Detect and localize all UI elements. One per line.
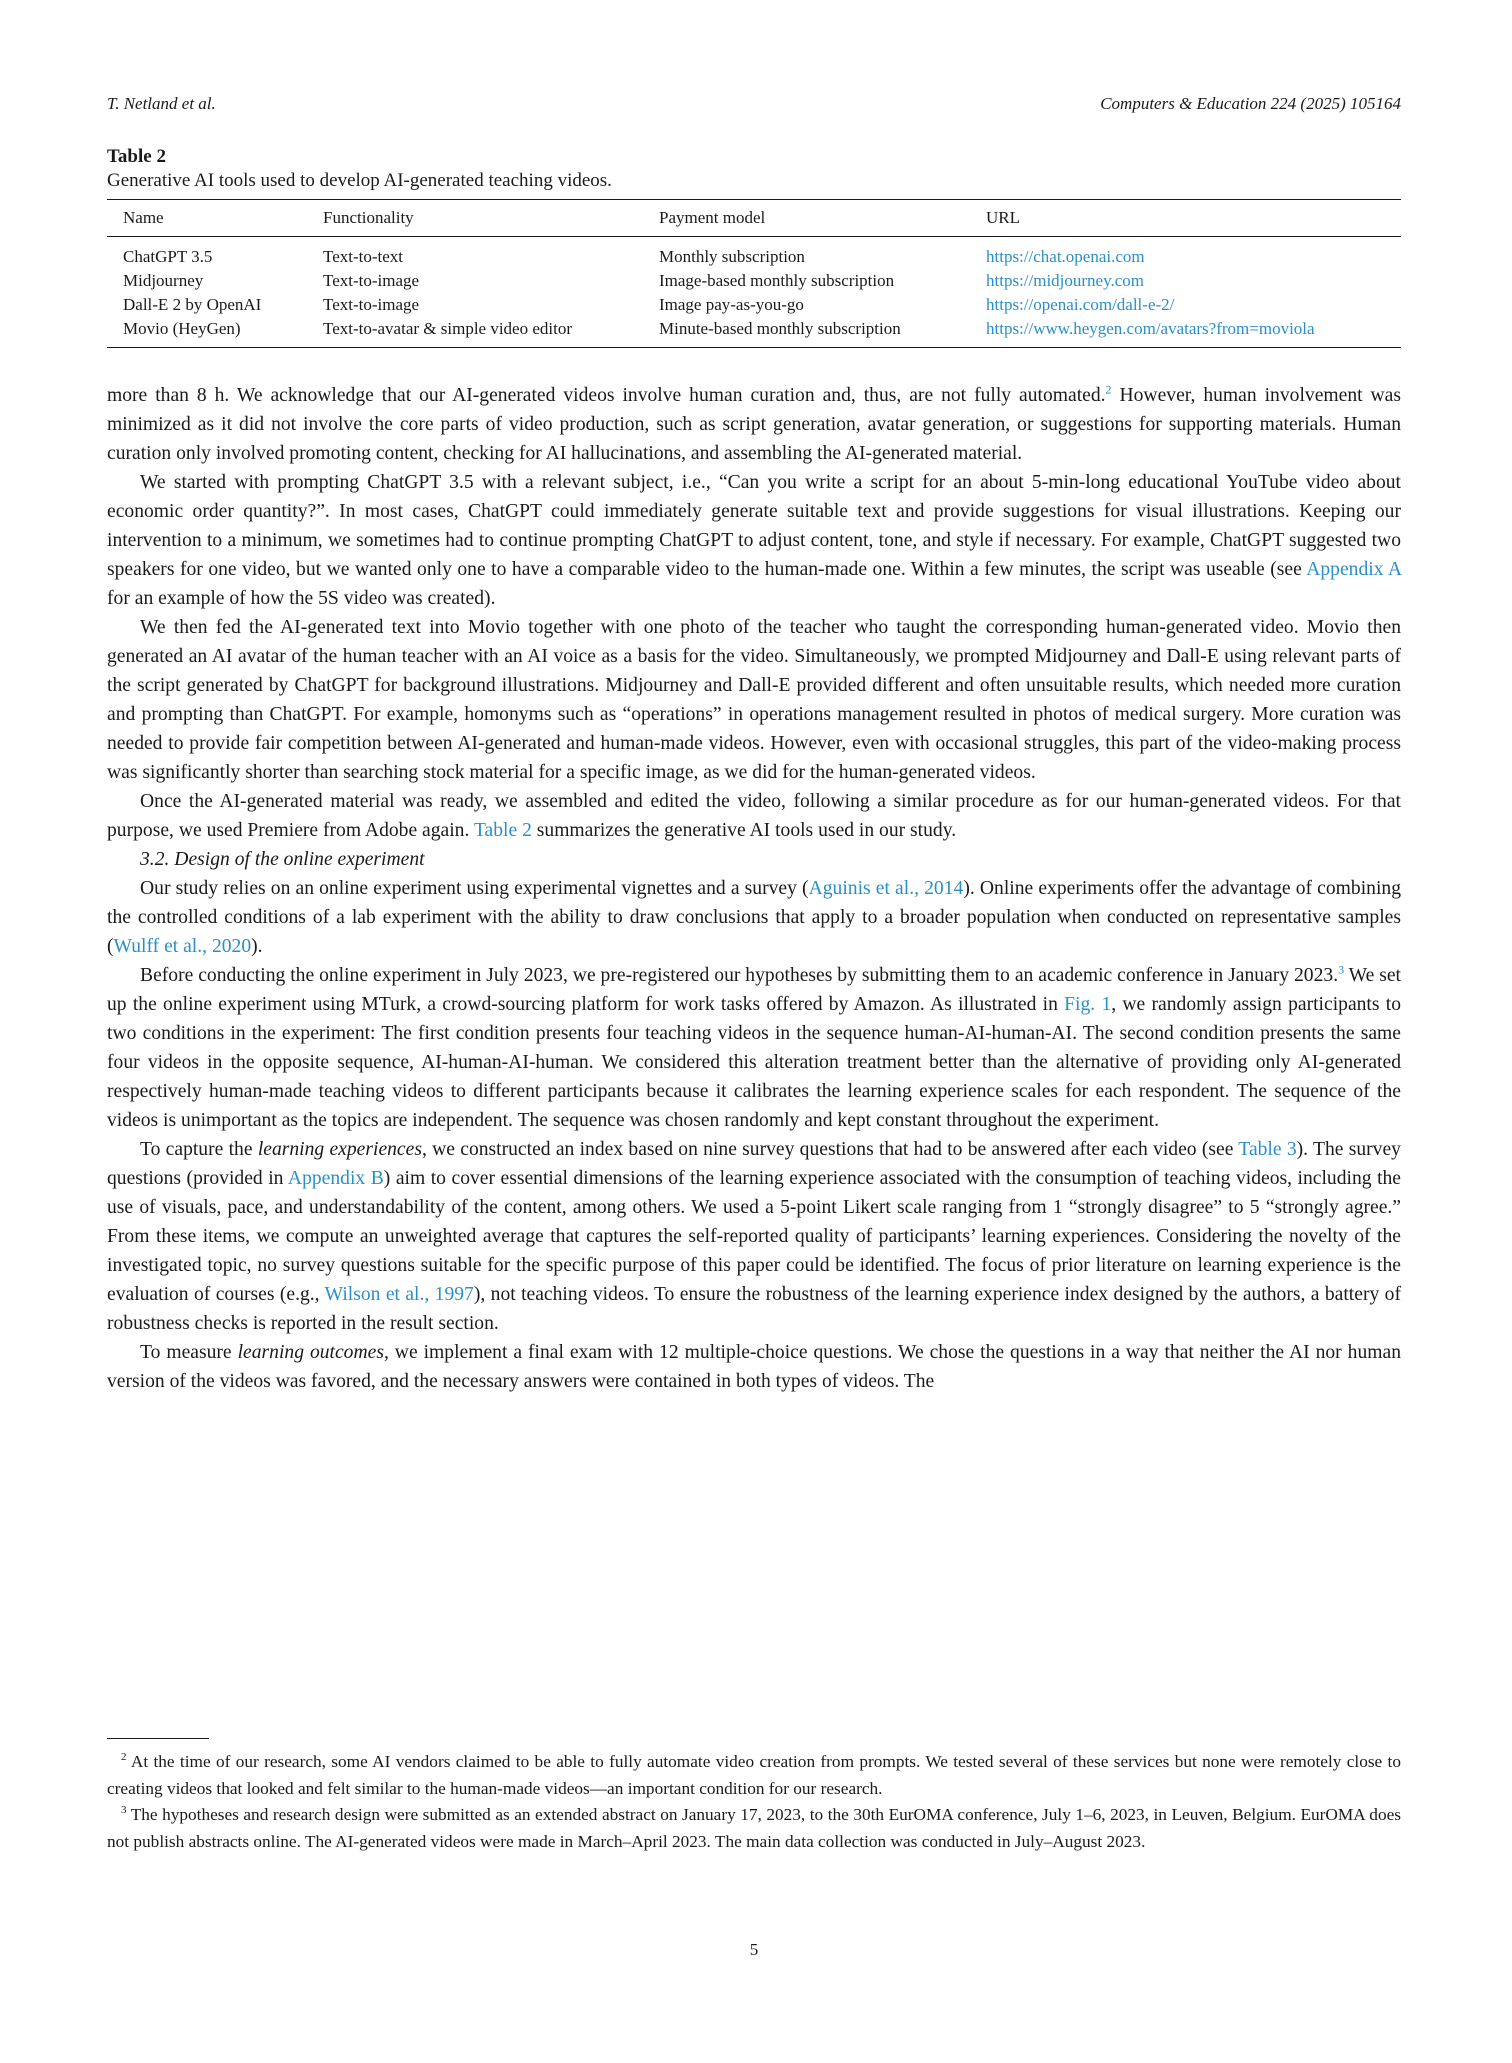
text: We started with prompting ChatGPT 3.5 with a relevant subject, i.e., “Can you write a script for an about 5-min-long educational YouTube video about economic order quantity?”. In most cases, ChatGPT could immediately generate suitable text and provide suggestions for visual illustrations. Keeping our intervention to a minimum, we sometimes had to continue prompting ChatGPT to adjust content, tone, and style if necessary. For example, ChatGPT suggested two speakers for one video, but we wanted only one to have a comparable video to the human-made one. Within a few minutes, the script was useable (see — [107, 472, 1401, 580]
cell-payment-model: Monthly subscription — [659, 247, 805, 266]
running-head-authors: T. Netland et al. — [107, 94, 216, 113]
text: ) aim to cover essential dimensions of the learning experience associated with the consumption of teaching videos, including the use of visuals, pace, and understandability of the content, among others. We used a 5-point Likert scale ranging from 1 “strongly disagree” to 5 “strongly agree.” From these items, we compute an unweighted average that captures the self-reported quality of participants’ learning experiences. Considering the novelty of the investigated topic, no survey questions suitable for the specific purpose of this paper could be identified. The focus of prior literature on learning experience is the evaluation of courses (e.g., — [107, 1168, 1402, 1305]
paragraph — [107, 613, 1401, 787]
footnote-2 — [107, 1749, 1401, 1802]
cell-functionality: Text-to-text — [323, 247, 404, 266]
text: Once the AI-generated material was ready, we assembled and edited the video, following a similar procedure as for our human-generated videos. For that purpose, we used Premiere from Adobe again. — [107, 791, 1401, 841]
body-text — [107, 381, 1401, 1396]
cell-payment-model: Image pay-as-you-go — [659, 295, 804, 314]
footnote-3 — [107, 1802, 1401, 1855]
text: ). Online experiments offer the advantage of combining the controlled conditions of a lab experiment with the ability to draw conclusions that apply to a broader population when conducted on representative samples ( — [107, 878, 1401, 957]
footnote-number: 2 — [121, 1751, 127, 1764]
paragraph — [107, 468, 1401, 613]
text: summarizes the generative AI tools used in our study. — [531, 820, 957, 841]
paragraph — [107, 381, 1401, 468]
cell-functionality: Text-to-image — [323, 295, 420, 314]
column-header-name: Name — [107, 200, 307, 237]
table-caption: Generative AI tools used to develop AI-generated teaching videos. — [107, 170, 612, 191]
aguinis-citation-link[interactable]: Aguinis et al., 2014 — [808, 878, 964, 899]
text: We set up the online experiment using MTurk, a crowd-sourcing platform for work tasks offered by Amazon. As illustrated in — [107, 965, 1401, 1015]
text: ), not teaching videos. To ensure the robustness of the learning experience index designed by the authors, a battery of robustness checks is reported in the result section. — [107, 1284, 1401, 1334]
cell-name: Dall-E 2 by OpenAI — [123, 295, 262, 314]
wulff-citation-link[interactable]: Wulff et al., 2020 — [113, 936, 252, 957]
cell-url-link[interactable]: https://www.heygen.com/avatars?from=moviola — [970, 317, 1401, 348]
text: , we constructed an index based on nine survey questions that had to be answered after each video (see — [421, 1139, 1239, 1160]
cell-url-link[interactable]: https://openai.com/dall-e-2/ — [986, 295, 1175, 314]
text: , we implement a final exam with 12 multiple-choice questions. We chose the questions in a way that neither the AI nor human version of the videos was favored, and the necessary answers were contained in both types of videos. The — [107, 1342, 1401, 1392]
paragraph — [107, 1135, 1401, 1338]
column-header-url: URL — [970, 200, 1401, 237]
cell-functionality: Text-to-avatar & simple video editor — [307, 317, 643, 348]
cell-url-link[interactable]: https://midjourney.com — [986, 271, 1145, 290]
table-3-link[interactable]: Table 3 — [1238, 1139, 1297, 1160]
text: ). — [251, 936, 263, 957]
tools-table — [107, 199, 1401, 348]
column-header-payment-model: Payment model — [643, 200, 970, 237]
table-2-link[interactable]: Table 2 — [473, 820, 532, 841]
page-number: 5 — [749, 1940, 759, 1959]
footnote-ref-3[interactable]: 3 — [1338, 962, 1345, 977]
column-header-functionality: Functionality — [307, 200, 643, 237]
table-row — [107, 317, 1401, 348]
wilson-citation-link[interactable]: Wilson et al., 1997 — [324, 1284, 474, 1305]
text: To capture the — [140, 1139, 258, 1160]
emphasis: learning outcomes — [237, 1342, 384, 1363]
cell-payment-model: Minute-based monthly subscription — [643, 317, 970, 348]
footnote-number: 3 — [121, 1804, 127, 1817]
text: We then fed the AI-generated text into Movio together with one photo of the teacher who taught the corresponding human-generated video. Movio then generated an AI avatar of the human teacher with an AI voice as a basis for the video. Simultaneously, we prompted Midjourney and Dall-E using relevant parts of the script generated by ChatGPT for background illustrations. Midjourney and Dall-E provided different and often unsuitable results, which needed more curation and prompting than ChatGPT. For example, homonyms such as “operations” in operations management resulted in photos of medical surgery. More curation was needed to provide fair competition between AI-generated and human-made videos. However, even with occasional struggles, this part of the video-making process was significantly shorter than searching stock material for a specific image, as we did for the human-generated videos. — [107, 617, 1401, 783]
table-label: Table 2 — [107, 146, 166, 167]
text: Our study relies on an online experiment using experimental vignettes and a survey ( — [140, 878, 809, 899]
cell-payment-model: Image-based monthly subscription — [659, 271, 895, 290]
text: Before conducting the online experiment in July 2023, we pre-registered our hypotheses by submitting them to an academic conference in January 2023. — [140, 965, 1339, 986]
section-heading: 3.2. Design of the online experiment — [140, 849, 425, 870]
text: ). The survey questions (provided in — [107, 1139, 1401, 1189]
text: However, human involvement was minimized as it did not involve the core parts of video production, such as script generation, avatar generation, or suggestions for supporting materials. Human curation only involved promoting content, checking for AI hallucinations, and assembling the AI-generated material. — [107, 385, 1401, 464]
emphasis: learning experiences — [257, 1139, 422, 1160]
footnote-text: The hypotheses and research design were submitted as an extended abstract on January 17, 2023, to the 30th EurOMA conference, July 1–6, 2023, in Leuven, Belgium. EurOMA does not publish abstracts online. The AI-generated videos were made in March–April 2023. The main data collection was conducted in July–August 2023. — [107, 1805, 1401, 1851]
paragraph — [107, 787, 1401, 845]
text: To measure — [140, 1342, 238, 1363]
footnote-text: At the time of our research, some AI vendors claimed to be able to fully automate video creation from prompts. We tested several of these services but none were remotely close to creating videos that looked and felt similar to the human-made videos—an important condition for our research. — [107, 1752, 1401, 1798]
table-2 — [107, 145, 1401, 348]
table-header-row — [107, 200, 1401, 237]
appendix-b-link[interactable]: Appendix B — [287, 1168, 384, 1189]
footnote-divider — [107, 1738, 209, 1739]
text: , we randomly assign participants to two conditions in the experiment: The first condition presents four teaching videos in the sequence human-AI-human-AI. The second condition presents the same four videos in the opposite sequence, AI-human-AI-human. We considered this alteration treatment better than the alternative of providing only AI-generated respectively human-made teaching videos to different participants because it calibrates the learning experience scales for each respondent. The sequence of the videos is unimportant as the topics are independent. The sequence was chosen randomly and kept constant throughout the experiment. — [107, 994, 1401, 1131]
text: more than 8 h. We acknowledge that our AI-generated videos involve human curation and, thus, are not fully automated. — [107, 385, 1106, 406]
table-row — [107, 237, 1401, 270]
footnote-ref-2[interactable]: 2 — [1105, 382, 1112, 397]
cell-functionality: Text-to-image — [323, 271, 420, 290]
paragraph — [107, 874, 1401, 961]
table-row — [107, 293, 1401, 317]
paragraph — [107, 961, 1401, 1135]
cell-name: ChatGPT 3.5 — [123, 247, 213, 266]
text: for an example of how the 5S video was created). — [107, 588, 496, 609]
cell-name: Midjourney — [123, 271, 204, 290]
running-head-journal: Computers & Education 224 (2025) 105164 — [1100, 94, 1401, 113]
cell-name: Movio (HeyGen) — [107, 317, 307, 348]
table-row — [107, 269, 1401, 293]
footnotes — [107, 1749, 1401, 1855]
appendix-a-link[interactable]: Appendix A — [1306, 559, 1401, 580]
cell-url-link[interactable]: https://chat.openai.com — [986, 247, 1145, 266]
paragraph — [107, 1338, 1401, 1396]
fig-1-link[interactable]: Fig. 1 — [1064, 994, 1112, 1015]
